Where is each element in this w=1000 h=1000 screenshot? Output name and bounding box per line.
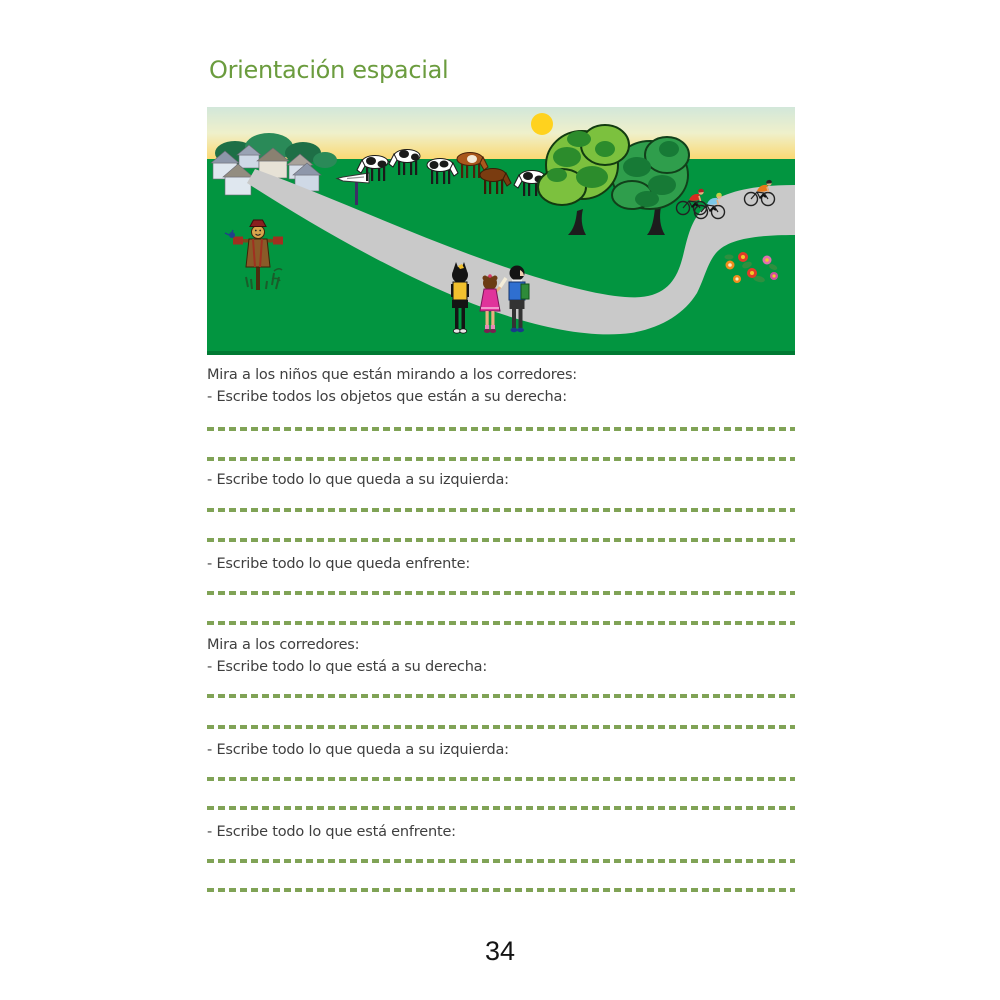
- question-right-of-children: - Escribe todos los objetos que están a su derecha:: [207, 389, 567, 405]
- answer-line[interactable]: [207, 859, 795, 863]
- answer-line[interactable]: [207, 725, 795, 729]
- question-left-of-runners: - Escribe todo lo que queda a su izquierda:: [207, 742, 509, 758]
- question-left-of-children: - Escribe todo lo que queda a su izquierda:: [207, 472, 509, 488]
- answer-line[interactable]: [207, 508, 795, 512]
- sun: [531, 113, 553, 135]
- answer-line[interactable]: [207, 777, 795, 781]
- page-title: Orientación espacial: [209, 56, 449, 84]
- instruction-intro-children: Mira a los niños que están mirando a los corredores:: [207, 367, 577, 383]
- answer-line[interactable]: [207, 806, 795, 810]
- answer-line[interactable]: [207, 694, 795, 698]
- instruction-intro-runners: Mira a los corredores:: [207, 637, 360, 653]
- question-front-of-runners: - Escribe todo lo que está enfrente:: [207, 824, 456, 840]
- answer-line[interactable]: [207, 538, 795, 542]
- answer-line[interactable]: [207, 621, 795, 625]
- answer-line[interactable]: [207, 591, 795, 595]
- answer-line[interactable]: [207, 427, 795, 431]
- grass-edge: [207, 351, 795, 355]
- answer-line[interactable]: [207, 457, 795, 461]
- question-front-of-children: - Escribe todo lo que queda enfrente:: [207, 556, 471, 572]
- page-number: 34: [484, 936, 516, 966]
- answer-line[interactable]: [207, 888, 795, 892]
- question-right-of-runners: - Escribe todo lo que está a su derecha:: [207, 659, 488, 675]
- scene-illustration: [207, 107, 795, 355]
